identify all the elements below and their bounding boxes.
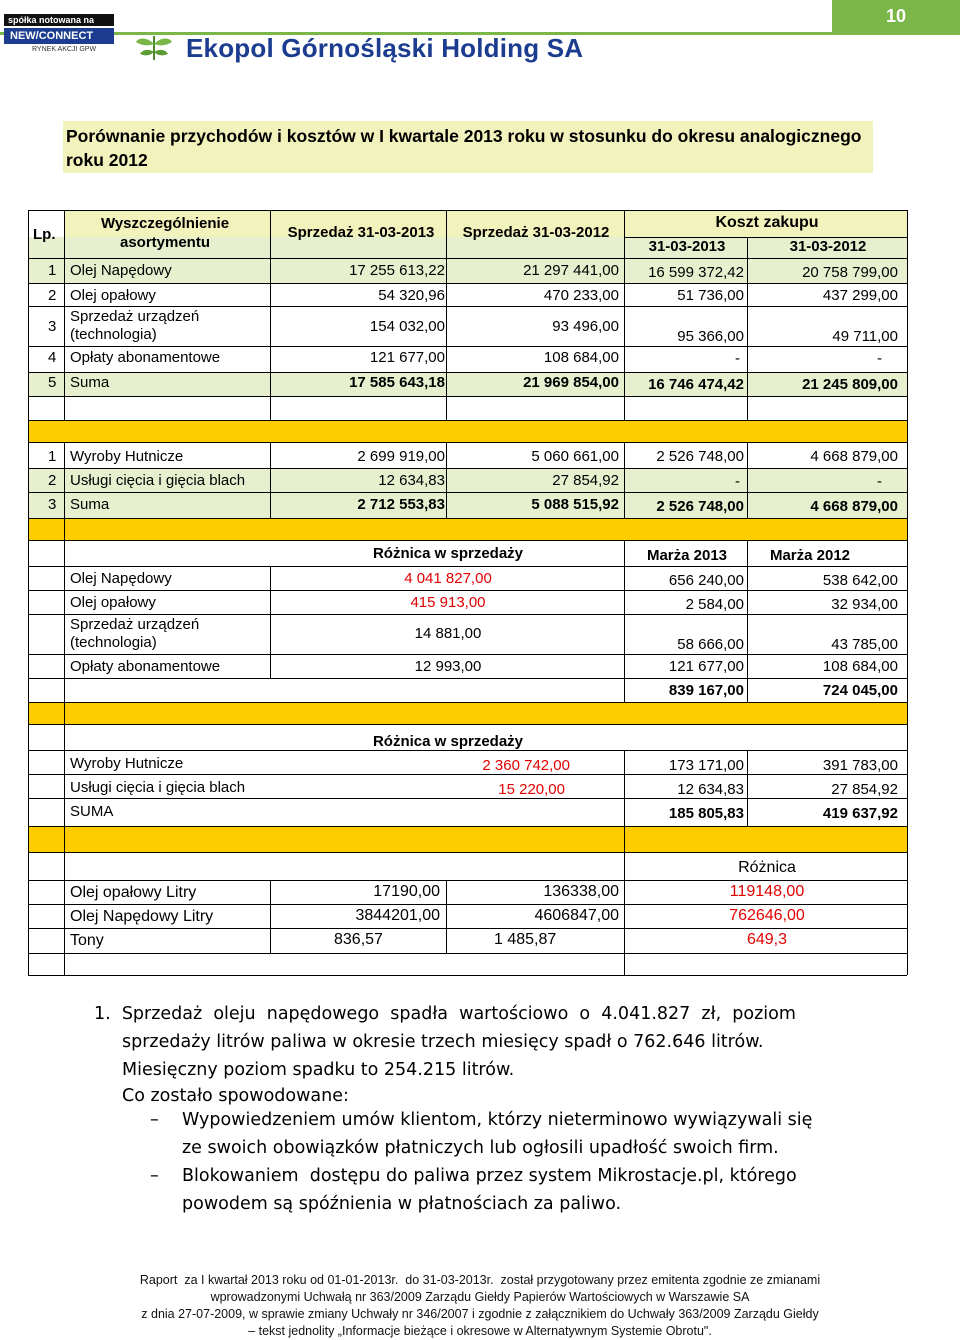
t2-s12: 5 088 515,92 — [531, 496, 619, 513]
t2-name: Usługi cięcia i gięcia blach — [70, 472, 246, 489]
t4-name: Usługi cięcia i gięcia blach — [70, 779, 246, 796]
separator-bar — [28, 826, 907, 852]
table-gridline — [28, 953, 907, 954]
t5-v13: 17190,00 — [373, 883, 440, 900]
t2-name: Suma — [70, 496, 110, 513]
t1-lp: 3 — [48, 318, 57, 335]
t3-total-m13: 839 167,00 — [668, 682, 744, 699]
t2-s12: 5 060 661,00 — [531, 448, 619, 465]
t2-lp: 1 — [48, 448, 57, 465]
t2-k12: - — [877, 473, 882, 490]
table-gridline — [270, 442, 271, 518]
t2-k13: - — [735, 473, 740, 490]
t3-header-m12: Marża 2012 — [769, 547, 851, 564]
t1-header-item-text: Wyszczególnienie asortymentu — [100, 215, 230, 251]
badge-sub-text: RYNEK AKCJI GPW — [32, 46, 97, 53]
table-gridline — [64, 396, 65, 420]
t4-name: SUMA — [70, 803, 114, 820]
table-gridline — [624, 826, 625, 975]
table-gridline — [28, 852, 907, 853]
t1-s12: 21 969 854,00 — [523, 374, 619, 391]
t1-name: Sprzedaż urządzeń (technologia) — [70, 308, 200, 343]
t1-s13: 121 677,00 — [369, 349, 445, 366]
t2-k13: 2 526 748,00 — [656, 448, 744, 465]
table-gridline — [28, 654, 907, 655]
table-gridline — [28, 724, 907, 725]
table-gridline — [28, 702, 907, 703]
t1-k12: 437 299,00 — [822, 287, 898, 304]
table-gridline — [28, 420, 907, 421]
t4-m12: 391 783,00 — [822, 757, 898, 774]
list-item-1-line-3: Miesięczny poziom spadku to 254.215 litrów. — [122, 1060, 515, 1080]
t2-k13: 2 526 748,00 — [656, 498, 744, 515]
t5-v12: 1 485,87 — [494, 931, 557, 948]
table-gridline — [28, 614, 907, 615]
t1-k12: 49 711,00 — [832, 328, 898, 345]
t1-header-cost2013: 31-03-2013 — [648, 238, 726, 255]
separator-bar — [28, 420, 907, 442]
t1-s12: 470 233,00 — [543, 287, 619, 304]
table-gridline — [907, 518, 908, 702]
page-footer — [40, 1272, 920, 1340]
t1-lp: 1 — [48, 262, 57, 279]
t3-m13: 656 240,00 — [668, 572, 744, 589]
t3-m13: 2 584,00 — [685, 596, 744, 613]
t5-v13: 836,57 — [334, 931, 383, 948]
t1-name: Olej Napędowy — [70, 262, 172, 279]
table-gridline — [28, 442, 907, 443]
t1-lp: 5 — [48, 374, 57, 391]
t1-k13: 16 599 372,42 — [648, 264, 744, 281]
t3-m12: 43 785,00 — [831, 636, 898, 653]
t3-name: Sprzedaż urządzeń (technologia) — [70, 616, 200, 651]
table-gridline — [28, 880, 907, 881]
table-gridline — [270, 880, 271, 953]
t3-diff: 415 913,00 — [410, 594, 486, 611]
t3-diff: 4 041 827,00 — [404, 570, 492, 587]
bullet-2-line-1: Blokowaniem dostępu do paliwa przez system Mikrostacje.pl, którego — [182, 1166, 797, 1186]
company-name: Ekopol Górnośląski Holding SA — [186, 33, 584, 63]
t2-s13: 2 699 919,00 — [357, 448, 445, 465]
table-gridline — [28, 442, 29, 518]
t3-name: Opłaty abonamentowe — [70, 658, 221, 675]
t1-s12: 93 496,00 — [552, 318, 619, 335]
table-gridline — [28, 492, 907, 493]
table-gridline — [28, 396, 907, 397]
badge-top-text: spółka notowana na — [4, 14, 114, 26]
t1-name: Suma — [70, 374, 110, 391]
t5-v12: 136338,00 — [543, 883, 619, 900]
t1-s12: 21 297 441,00 — [523, 262, 619, 279]
t5-diff: 119148,00 — [729, 883, 805, 900]
table-gridline — [28, 258, 907, 259]
t4-diff: 15 220,00 — [498, 781, 565, 798]
table-gridline — [28, 518, 29, 702]
bullet-dash-1: – — [150, 1110, 159, 1130]
t3-m12: 32 934,00 — [831, 596, 898, 613]
t1-k13: - — [735, 350, 740, 367]
table-gridline — [28, 420, 29, 442]
t1-s13: 17 255 613,22 — [349, 262, 445, 279]
t5-v12: 4606847,00 — [534, 907, 619, 924]
t4-m13: 12 634,83 — [677, 781, 744, 798]
bullet-1-line-1: Wypowiedzeniem umów klientom, którzy nieterminowo wywiązywali się — [182, 1110, 813, 1130]
t1-lp: 2 — [48, 287, 57, 304]
t3-m12: 108 684,00 — [822, 658, 898, 675]
t5-name: Olej Napędowy Litry — [70, 908, 214, 925]
table-gridline — [28, 826, 29, 975]
table-gridline — [28, 210, 907, 211]
t2-s12: 27 854,92 — [552, 472, 619, 489]
t1-k12: - — [877, 350, 882, 367]
footer-line-2: wprowadzonymi Uchwałą nr 363/2009 Zarządu Giełdy Papierów Wartościowych w Warszawie SA — [210, 1290, 750, 1304]
t1-header-lp: Lp. — [33, 226, 56, 243]
list-item-1-line-2: sprzedaży litrów paliwa w okresie trzech miesięcy spadł o 762.646 litrów. — [122, 1032, 764, 1052]
page-title: Porównanie przychodów i kosztów w I kwartale 2013 roku w stosunku do okresu analogicznego roku 2012 — [66, 126, 862, 170]
t1-header-cost2012: 31-03-2012 — [789, 238, 867, 255]
t1-name: Olej opałowy — [70, 287, 156, 304]
table-gridline — [28, 702, 29, 826]
t3-header-diff: Różnica w sprzedaży — [372, 545, 524, 562]
table-gridline — [28, 468, 907, 469]
ekopol-leaf-icon — [134, 30, 174, 64]
table-gridline — [624, 540, 625, 702]
t1-k13: 16 746 474,42 — [648, 376, 744, 393]
table-gridline — [907, 442, 908, 518]
table-gridline — [64, 442, 65, 518]
t4-m13: 173 171,00 — [668, 757, 744, 774]
t3-name: Olej opałowy — [70, 594, 156, 611]
table-gridline — [446, 880, 447, 953]
table-gridline — [28, 210, 29, 420]
t2-s13: 12 634,83 — [378, 472, 445, 489]
t4-header-diff: Różnica w sprzedaży — [372, 733, 524, 750]
t1-s13: 17 585 643,18 — [349, 374, 445, 391]
t1-lp: 4 — [48, 349, 57, 366]
t4-m13: 185 805,83 — [668, 805, 744, 822]
t3-m12: 538 642,00 — [822, 572, 898, 589]
table-gridline — [907, 420, 908, 442]
table-gridline — [28, 975, 907, 976]
t3-header-m13: Marża 2013 — [646, 547, 728, 564]
t4-name: Wyroby Hutnicze — [70, 755, 184, 772]
t3-m13: 58 666,00 — [677, 636, 744, 653]
table-gridline — [64, 702, 65, 826]
t5-name: Olej opałowy Litry — [70, 884, 197, 901]
t1-k13: 95 366,00 — [677, 328, 744, 345]
footer-line-4: – tekst jednolity „Informacje bieżące i okresowe w Alternatywnym Systemie Obrotu". — [248, 1324, 712, 1338]
table-gridline — [28, 396, 29, 420]
table-gridline — [28, 904, 907, 905]
table-gridline — [270, 210, 271, 420]
table-gridline — [907, 702, 908, 826]
list-item-1-line-1: 1. Sprzedaż oleju napędowego spadła wartościowo o 4.041.827 zł, poziom — [94, 1004, 796, 1024]
table-gridline — [64, 826, 65, 975]
t5-diff: 762646,00 — [729, 907, 805, 924]
t1-header-sales2013: Sprzedaż 31-03-2013 — [287, 224, 435, 241]
t1-k12: 21 245 809,00 — [802, 376, 898, 393]
t3-total-m12: 724 045,00 — [822, 682, 898, 699]
bullet-2-line-2: powodem są spóźnienia w płatnościach za paliwo. — [182, 1194, 622, 1214]
list-item-1-line-4: Co zostało spowodowane: — [122, 1086, 349, 1106]
t4-m12: 419 637,92 — [822, 805, 898, 822]
t3-diff: 12 993,00 — [414, 658, 482, 675]
table-gridline — [624, 750, 625, 826]
footer-line-1: Raport za I kwartał 2013 roku od 01-01-2013r. do 31-03-2013r. został przygotowany przez emitenta zgodnie ze zmianami — [139, 1273, 821, 1287]
t5-diff: 649,3 — [746, 931, 788, 948]
bullet-dash-2: – — [150, 1166, 159, 1186]
t1-s13: 154 032,00 — [369, 318, 445, 335]
table-gridline — [28, 283, 907, 284]
table-gridline — [28, 928, 907, 929]
t3-diff: 14 881,00 — [414, 625, 482, 642]
t2-s13: 2 712 553,83 — [357, 496, 445, 513]
table-gridline — [446, 442, 447, 518]
t1-k12: 20 758 799,00 — [802, 264, 898, 281]
t1-name: Opłaty abonamentowe — [70, 349, 221, 366]
page-number: 10 — [885, 6, 907, 26]
table-gridline — [28, 306, 907, 307]
t2-name: Wyroby Hutnicze — [70, 448, 184, 465]
t1-header-item — [66, 214, 264, 252]
t4-diff: 2 360 742,00 — [482, 757, 570, 774]
t2-lp: 2 — [48, 472, 57, 489]
footer-line-3: z dnia 27-07-2009, w sprawie zmiany Uchwały nr 346/2007 i zgodnie z załącznikiem do Uchwały 363/2009 Zarządu Giełdy — [141, 1307, 819, 1321]
t2-k12: 4 668 879,00 — [810, 498, 898, 515]
table-gridline — [64, 518, 65, 702]
t2-lp: 3 — [48, 496, 57, 513]
badge-logo-text: NEW/CONNECT — [4, 28, 114, 44]
t4-m12: 27 854,92 — [831, 781, 898, 798]
separator-bar — [28, 702, 907, 724]
table-gridline — [28, 826, 907, 827]
table-gridline — [28, 566, 907, 567]
bullet-1-line-2: ze swoich obowiązków płatniczych lub ogłosili upadłość swoich firm. — [182, 1138, 779, 1158]
table-gridline — [28, 346, 907, 347]
t1-s13: 54 320,96 — [378, 287, 445, 304]
table-gridline — [28, 590, 907, 591]
t5-header-diff: Różnica — [738, 859, 796, 876]
t3-name: Olej Napędowy — [70, 570, 172, 587]
table-gridline — [28, 678, 907, 679]
table-gridline — [270, 566, 271, 678]
table-gridline — [624, 210, 625, 420]
t1-k13: 51 736,00 — [677, 287, 744, 304]
table-gridline — [28, 540, 907, 541]
table-gridline — [28, 372, 907, 373]
t2-k12: 4 668 879,00 — [810, 448, 898, 465]
t1-header-sales2012: Sprzedaż 31-03-2012 — [462, 224, 610, 241]
separator-bar — [28, 518, 907, 540]
t1-header-cost: Koszt zakupu — [715, 214, 819, 231]
t5-v13: 3844201,00 — [355, 907, 440, 924]
t5-name: Tony — [70, 932, 104, 949]
table-gridline — [64, 210, 65, 420]
table-gridline — [28, 518, 907, 519]
t1-s12: 108 684,00 — [543, 349, 619, 366]
table-gridline — [624, 442, 625, 518]
t3-m13: 121 677,00 — [668, 658, 744, 675]
